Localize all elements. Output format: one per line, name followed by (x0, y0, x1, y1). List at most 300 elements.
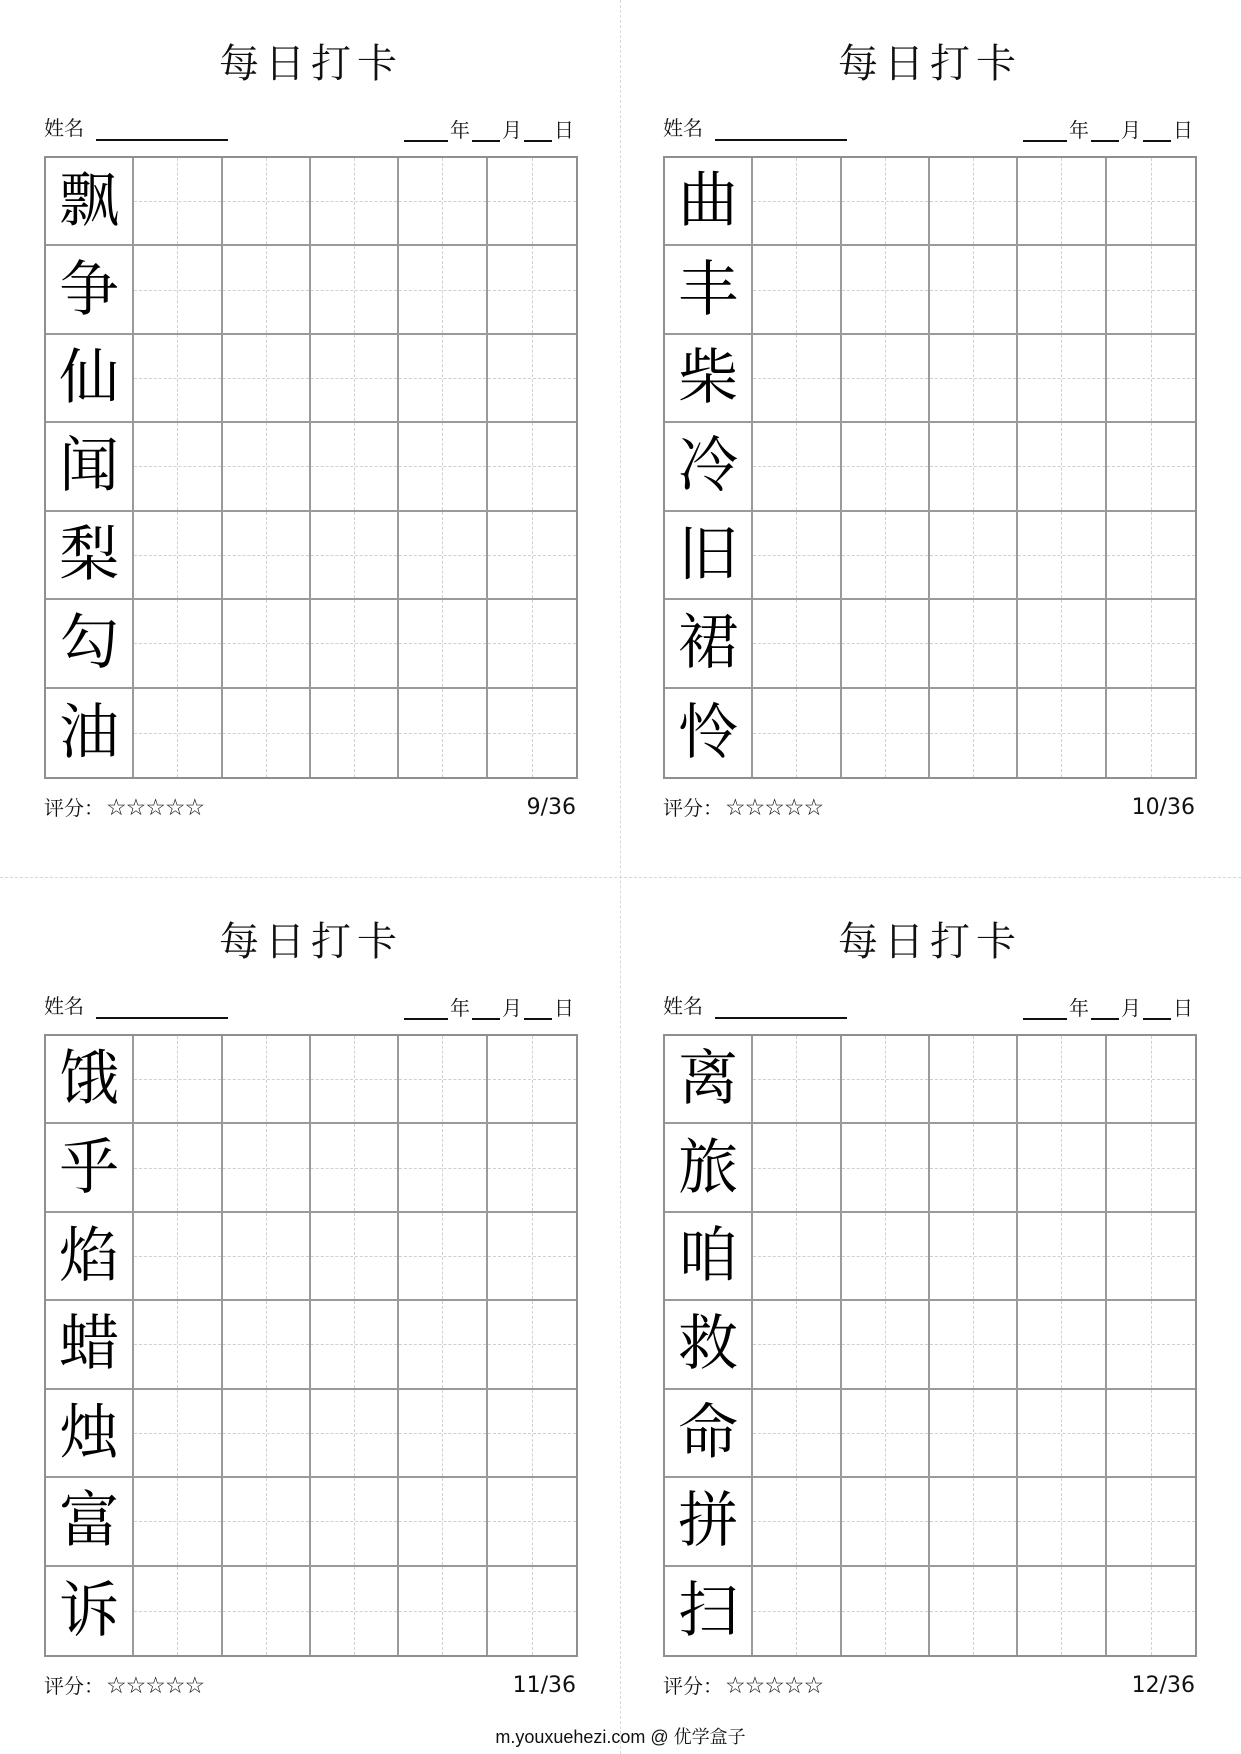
practice-cell[interactable] (134, 1036, 222, 1124)
practice-cell[interactable] (311, 1390, 399, 1478)
month-label: 月 (502, 118, 522, 142)
guide-line-horizontal (223, 1256, 309, 1257)
model-character-cell (665, 423, 753, 511)
guide-line-horizontal (1107, 466, 1195, 467)
practice-cell[interactable] (311, 600, 399, 688)
practice-cell[interactable] (753, 335, 841, 423)
rating-stars[interactable]: ☆☆☆☆☆ (106, 1673, 205, 1699)
practice-cell[interactable] (223, 1124, 311, 1212)
practice-cell[interactable] (1018, 689, 1106, 777)
guide-line-horizontal (223, 1168, 309, 1169)
guide-line-horizontal (1107, 1079, 1195, 1080)
guide-line-horizontal (223, 1521, 309, 1522)
score-label: 评分： (663, 1674, 723, 1698)
rating-stars[interactable]: ☆☆☆☆☆ (725, 795, 824, 821)
practice-cell[interactable] (842, 689, 930, 777)
page-number: 12/36 (1131, 1673, 1195, 1698)
guide-line-horizontal (134, 733, 220, 734)
practice-cell[interactable] (311, 1567, 399, 1655)
guide-line-horizontal (223, 466, 309, 467)
practice-cell[interactable] (134, 1301, 222, 1389)
practice-cell[interactable] (488, 1567, 576, 1655)
practice-cell[interactable] (1107, 1478, 1195, 1566)
practice-cell[interactable] (930, 689, 1018, 777)
name-blank[interactable] (715, 139, 847, 141)
guide-line-horizontal (1107, 1344, 1195, 1345)
year-blank[interactable] (1023, 996, 1067, 1020)
practice-cell[interactable] (842, 512, 930, 600)
guide-line-horizontal (311, 555, 397, 556)
model-character: 怜 (678, 697, 739, 768)
name-blank[interactable] (96, 139, 228, 141)
practice-cell[interactable] (753, 1390, 841, 1478)
score-label: 评分： (44, 1674, 104, 1698)
guide-line-horizontal (311, 733, 397, 734)
guide-line-horizontal (223, 201, 309, 202)
model-character: 诉 (59, 1575, 120, 1646)
practice-cell[interactable] (399, 1567, 487, 1655)
practice-cell[interactable] (842, 1478, 930, 1566)
practice-cell[interactable] (1018, 1390, 1106, 1478)
guide-line-horizontal (930, 643, 1016, 644)
practice-cell[interactable] (753, 1124, 841, 1212)
day-label: 日 (554, 996, 574, 1020)
model-character-cell (665, 1567, 753, 1655)
day-label: 日 (1173, 996, 1193, 1020)
practice-cell[interactable] (1107, 246, 1195, 334)
guide-line-horizontal (930, 1521, 1016, 1522)
card-title: 每日打卡 (219, 919, 403, 965)
practice-cell[interactable] (753, 689, 841, 777)
practice-cell[interactable] (399, 1301, 487, 1389)
year-blank[interactable] (404, 118, 448, 142)
practice-cell[interactable] (1107, 1124, 1195, 1212)
practice-cell[interactable] (930, 600, 1018, 688)
practice-cell[interactable] (223, 423, 311, 511)
date-fields (1021, 116, 1193, 142)
model-character: 拼 (678, 1486, 739, 1557)
practice-cell[interactable] (134, 335, 222, 423)
guide-line-horizontal (399, 1344, 485, 1345)
year-blank[interactable] (1023, 118, 1067, 142)
guide-line-horizontal (488, 1256, 576, 1257)
practice-cell[interactable] (1107, 1301, 1195, 1389)
guide-line-horizontal (1018, 378, 1104, 379)
model-character-cell (665, 1301, 753, 1389)
guide-line-horizontal (311, 1611, 397, 1612)
month-label: 月 (1121, 118, 1141, 142)
practice-cell[interactable] (1018, 246, 1106, 334)
guide-line-horizontal (753, 290, 839, 291)
guide-line-horizontal (134, 555, 220, 556)
writing-grid (44, 1034, 578, 1657)
practice-cell[interactable] (223, 1567, 311, 1655)
year-blank[interactable] (404, 996, 448, 1020)
model-character-cell (665, 512, 753, 600)
model-character: 旧 (678, 519, 739, 590)
practice-cell[interactable] (1018, 1301, 1106, 1389)
practice-cell[interactable] (1018, 1213, 1106, 1301)
practice-cell[interactable] (488, 600, 576, 688)
practice-cell[interactable] (488, 246, 576, 334)
guide-line-horizontal (753, 1433, 839, 1434)
page-number: 10/36 (1131, 795, 1195, 820)
practice-cell[interactable] (1107, 158, 1195, 246)
practice-cell[interactable] (223, 1301, 311, 1389)
practice-cell[interactable] (753, 423, 841, 511)
practice-cell[interactable] (223, 1213, 311, 1301)
practice-cell[interactable] (399, 158, 487, 246)
practice-cell[interactable] (311, 246, 399, 334)
practice-cell[interactable] (223, 1036, 311, 1124)
practice-cell[interactable] (1107, 1036, 1195, 1124)
guide-line-horizontal (842, 1344, 928, 1345)
guide-line-horizontal (223, 733, 309, 734)
guide-line-horizontal (399, 290, 485, 291)
practice-cell[interactable] (1107, 1213, 1195, 1301)
practice-cell[interactable] (311, 689, 399, 777)
guide-line-horizontal (1018, 1168, 1104, 1169)
practice-cell[interactable] (1018, 335, 1106, 423)
guide-line-horizontal (134, 378, 220, 379)
guide-line-horizontal (1107, 1611, 1195, 1612)
model-character: 旅 (678, 1132, 739, 1203)
practice-cell[interactable] (930, 423, 1018, 511)
guide-line-horizontal (399, 643, 485, 644)
practice-cell[interactable] (488, 1124, 576, 1212)
model-character: 争 (59, 254, 120, 325)
guide-line-horizontal (1018, 466, 1104, 467)
practice-cell[interactable] (311, 1478, 399, 1566)
guide-line-horizontal (842, 1521, 928, 1522)
practice-cell[interactable] (753, 1301, 841, 1389)
practice-cell[interactable] (1018, 1124, 1106, 1212)
guide-line-horizontal (753, 1521, 839, 1522)
writing-grid (663, 1034, 1197, 1657)
practice-cell[interactable] (223, 246, 311, 334)
model-character-cell (665, 246, 753, 334)
day-label: 日 (1173, 118, 1193, 142)
practice-cell[interactable] (1018, 600, 1106, 688)
practice-cell[interactable] (1107, 1390, 1195, 1478)
model-character-cell (665, 1213, 753, 1301)
practice-cell[interactable] (1107, 689, 1195, 777)
practice-cell[interactable] (488, 1036, 576, 1124)
model-character: 离 (678, 1044, 739, 1115)
guide-line-horizontal (753, 1611, 839, 1612)
guide-line-horizontal (223, 290, 309, 291)
model-character: 闻 (59, 431, 120, 502)
practice-cell[interactable] (399, 1478, 487, 1566)
model-character-cell (46, 423, 134, 511)
practice-cell[interactable] (842, 423, 930, 511)
guide-line-horizontal (842, 1433, 928, 1434)
practice-cell[interactable] (223, 600, 311, 688)
practice-cell[interactable] (223, 689, 311, 777)
writing-grid (44, 156, 578, 779)
year-label: 年 (1069, 996, 1089, 1020)
practice-cell[interactable] (223, 1478, 311, 1566)
practice-card (44, 878, 578, 1699)
date-fields (402, 116, 574, 142)
model-character-cell (46, 335, 134, 423)
guide-line-horizontal (399, 555, 485, 556)
name-label: 姓名 (44, 994, 84, 1018)
practice-cell[interactable] (488, 1478, 576, 1566)
guide-line-horizontal (753, 1344, 839, 1345)
practice-cell[interactable] (223, 512, 311, 600)
guide-line-horizontal (753, 1256, 839, 1257)
model-character: 曲 (678, 166, 739, 237)
practice-cell[interactable] (842, 1213, 930, 1301)
model-character: 富 (59, 1486, 120, 1557)
practice-cell[interactable] (223, 158, 311, 246)
model-character-cell (665, 335, 753, 423)
model-character-cell (665, 1124, 753, 1212)
practice-cell[interactable] (134, 246, 222, 334)
model-character: 命 (678, 1397, 739, 1468)
practice-cell[interactable] (1018, 158, 1106, 246)
practice-cell[interactable] (399, 689, 487, 777)
practice-cell[interactable] (842, 246, 930, 334)
model-character-cell (46, 1478, 134, 1566)
practice-cell[interactable] (842, 1390, 930, 1478)
practice-cell[interactable] (753, 158, 841, 246)
rating-stars[interactable]: ☆☆☆☆☆ (106, 795, 205, 821)
guide-line-horizontal (223, 1433, 309, 1434)
practice-cell[interactable] (311, 423, 399, 511)
practice-cell[interactable] (1018, 512, 1106, 600)
practice-cell[interactable] (1107, 1567, 1195, 1655)
practice-cell[interactable] (753, 600, 841, 688)
practice-cell[interactable] (399, 1124, 487, 1212)
practice-cell[interactable] (134, 1390, 222, 1478)
guide-line-horizontal (1107, 555, 1195, 556)
practice-cell[interactable] (399, 600, 487, 688)
guide-line-horizontal (1018, 733, 1104, 734)
practice-cell[interactable] (134, 1213, 222, 1301)
guide-line-horizontal (753, 643, 839, 644)
practice-cell[interactable] (134, 689, 222, 777)
name-label: 姓名 (44, 116, 84, 140)
practice-cell[interactable] (842, 1036, 930, 1124)
guide-line-horizontal (399, 733, 485, 734)
name-blank[interactable] (715, 1017, 847, 1019)
guide-line-horizontal (842, 733, 928, 734)
practice-cell[interactable] (753, 1567, 841, 1655)
practice-cell[interactable] (223, 335, 311, 423)
practice-cell[interactable] (311, 1124, 399, 1212)
practice-cell[interactable] (311, 1301, 399, 1389)
card-title: 每日打卡 (219, 41, 403, 87)
guide-line-horizontal (1018, 290, 1104, 291)
practice-cell[interactable] (842, 335, 930, 423)
practice-cell[interactable] (842, 600, 930, 688)
practice-cell[interactable] (930, 1478, 1018, 1566)
day-blank[interactable] (1143, 118, 1171, 142)
practice-cell[interactable] (134, 1124, 222, 1212)
name-label: 姓名 (663, 116, 703, 140)
practice-cell[interactable] (930, 158, 1018, 246)
guide-line-horizontal (930, 290, 1016, 291)
practice-cell[interactable] (1018, 1478, 1106, 1566)
rating-stars[interactable]: ☆☆☆☆☆ (725, 1673, 824, 1699)
practice-cell[interactable] (399, 1213, 487, 1301)
model-character: 咱 (678, 1221, 739, 1292)
guide-line-horizontal (134, 466, 220, 467)
practice-cell[interactable] (399, 423, 487, 511)
model-character-cell (46, 600, 134, 688)
practice-cell[interactable] (134, 1567, 222, 1655)
guide-line-horizontal (134, 1079, 220, 1080)
practice-cell[interactable] (753, 512, 841, 600)
practice-cell[interactable] (930, 1124, 1018, 1212)
practice-cell[interactable] (842, 158, 930, 246)
guide-line-horizontal (488, 290, 576, 291)
practice-cell[interactable] (930, 1213, 1018, 1301)
guide-line-horizontal (753, 1168, 839, 1169)
practice-cell[interactable] (488, 1390, 576, 1478)
practice-cell[interactable] (753, 1478, 841, 1566)
guide-line-horizontal (930, 1168, 1016, 1169)
model-character: 焰 (59, 1221, 120, 1292)
day-label: 日 (554, 118, 574, 142)
guide-line-horizontal (311, 1521, 397, 1522)
practice-cell[interactable] (488, 1301, 576, 1389)
model-character: 裙 (678, 608, 739, 679)
model-character: 丰 (678, 254, 739, 325)
practice-cell[interactable] (1107, 512, 1195, 600)
guide-line-horizontal (1018, 1079, 1104, 1080)
practice-cell[interactable] (134, 512, 222, 600)
guide-line-horizontal (399, 1168, 485, 1169)
practice-card (663, 878, 1197, 1699)
month-blank[interactable] (472, 996, 500, 1020)
practice-cell[interactable] (842, 1567, 930, 1655)
practice-cell[interactable] (399, 1390, 487, 1478)
practice-cell[interactable] (399, 246, 487, 334)
practice-cell[interactable] (753, 1213, 841, 1301)
practice-cell[interactable] (134, 1478, 222, 1566)
month-blank[interactable] (472, 118, 500, 142)
guide-line-horizontal (488, 1433, 576, 1434)
practice-cell[interactable] (1018, 423, 1106, 511)
practice-cell[interactable] (842, 1124, 930, 1212)
practice-cell[interactable] (311, 1213, 399, 1301)
practice-cell[interactable] (930, 1036, 1018, 1124)
guide-line-horizontal (1018, 1344, 1104, 1345)
model-character: 柴 (678, 343, 739, 414)
model-character: 扫 (678, 1575, 739, 1646)
guide-line-horizontal (1018, 1611, 1104, 1612)
practice-cell[interactable] (311, 1036, 399, 1124)
guide-line-horizontal (488, 378, 576, 379)
practice-cell[interactable] (488, 158, 576, 246)
model-character: 油 (59, 697, 120, 768)
guide-line-horizontal (488, 643, 576, 644)
model-character: 梨 (59, 519, 120, 590)
practice-cell[interactable] (399, 512, 487, 600)
practice-cell[interactable] (753, 246, 841, 334)
guide-line-horizontal (399, 1433, 485, 1434)
day-blank[interactable] (1143, 996, 1171, 1020)
score-row (44, 794, 204, 822)
guide-line-horizontal (399, 378, 485, 379)
practice-cell[interactable] (134, 158, 222, 246)
guide-line-horizontal (753, 555, 839, 556)
date-fields (402, 994, 574, 1020)
guide-line-horizontal (399, 1521, 485, 1522)
month-blank[interactable] (1091, 996, 1119, 1020)
practice-cell[interactable] (930, 1390, 1018, 1478)
practice-cell[interactable] (930, 1567, 1018, 1655)
guide-line-horizontal (930, 1611, 1016, 1612)
model-character: 饿 (59, 1044, 120, 1115)
practice-cell[interactable] (488, 512, 576, 600)
practice-cell[interactable] (399, 335, 487, 423)
practice-cell[interactable] (488, 335, 576, 423)
practice-cell[interactable] (753, 1036, 841, 1124)
model-character-cell (665, 689, 753, 777)
month-blank[interactable] (1091, 118, 1119, 142)
practice-cell[interactable] (134, 423, 222, 511)
practice-cell[interactable] (311, 512, 399, 600)
guide-line-horizontal (488, 555, 576, 556)
guide-line-horizontal (134, 290, 220, 291)
guide-line-horizontal (842, 555, 928, 556)
practice-cell[interactable] (311, 335, 399, 423)
day-blank[interactable] (524, 118, 552, 142)
day-blank[interactable] (524, 996, 552, 1020)
guide-line-horizontal (1107, 1433, 1195, 1434)
practice-cell[interactable] (223, 1390, 311, 1478)
practice-cell[interactable] (311, 158, 399, 246)
practice-cell[interactable] (1107, 600, 1195, 688)
guide-line-horizontal (1107, 378, 1195, 379)
guide-line-horizontal (311, 466, 397, 467)
practice-cell[interactable] (488, 689, 576, 777)
name-blank[interactable] (96, 1017, 228, 1019)
practice-cell[interactable] (1107, 423, 1195, 511)
practice-cell[interactable] (930, 1301, 1018, 1389)
practice-cell[interactable] (930, 246, 1018, 334)
guide-line-horizontal (399, 1256, 485, 1257)
practice-cell[interactable] (1018, 1567, 1106, 1655)
guide-line-horizontal (134, 643, 220, 644)
model-character-cell (46, 1036, 134, 1124)
practice-cell[interactable] (1107, 335, 1195, 423)
guide-line-horizontal (930, 1079, 1016, 1080)
practice-cell[interactable] (488, 1213, 576, 1301)
practice-cell[interactable] (930, 512, 1018, 600)
guide-line-horizontal (311, 643, 397, 644)
practice-cell[interactable] (488, 423, 576, 511)
card-title: 每日打卡 (838, 41, 1022, 87)
guide-line-horizontal (842, 466, 928, 467)
practice-cell[interactable] (930, 335, 1018, 423)
practice-cell[interactable] (134, 600, 222, 688)
model-character-cell (46, 512, 134, 600)
practice-cell[interactable] (1018, 1036, 1106, 1124)
model-character-cell (46, 1213, 134, 1301)
guide-line-horizontal (930, 555, 1016, 556)
practice-cell[interactable] (399, 1036, 487, 1124)
guide-line-horizontal (488, 466, 576, 467)
guide-line-horizontal (930, 1256, 1016, 1257)
guide-line-horizontal (488, 1079, 576, 1080)
practice-cell[interactable] (842, 1301, 930, 1389)
guide-line-horizontal (930, 1344, 1016, 1345)
